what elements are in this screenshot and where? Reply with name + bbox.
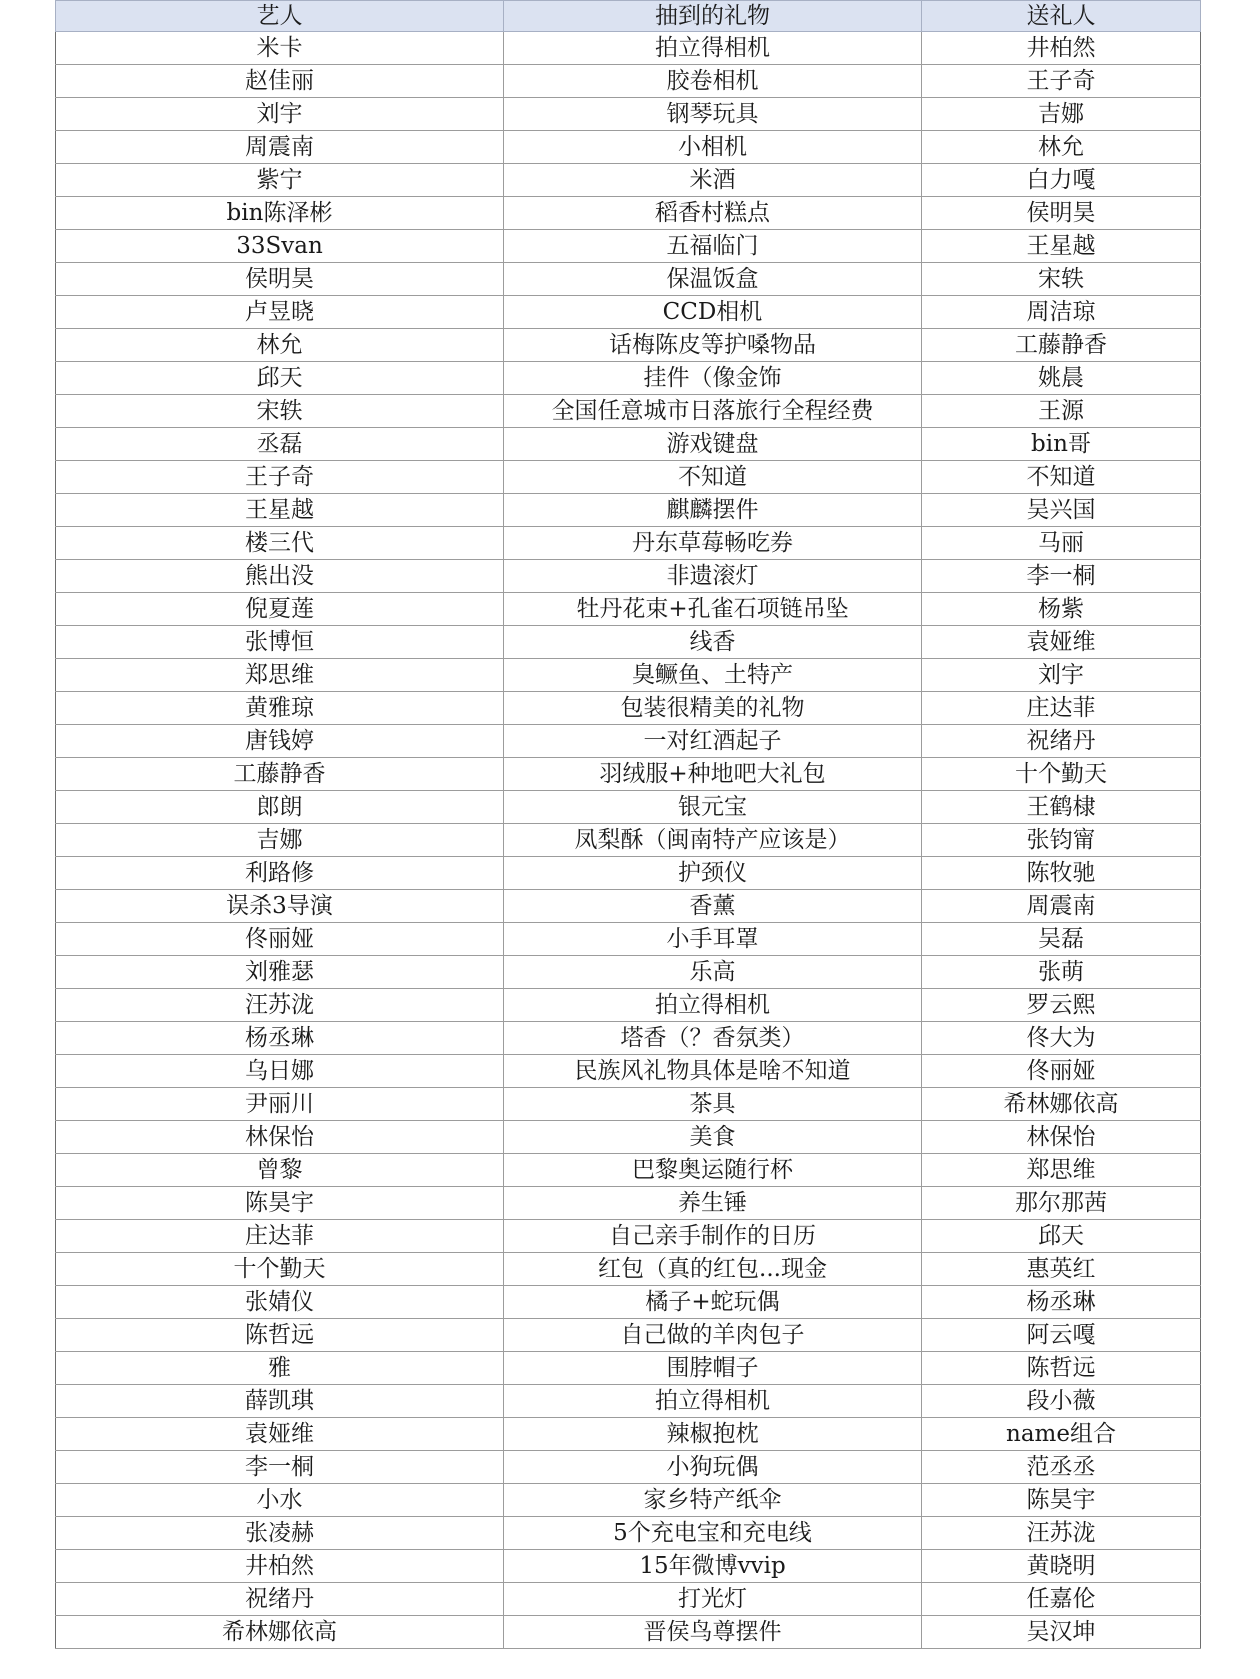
- cell-giver: 吴磊: [922, 923, 1201, 956]
- table-row: [56, 758, 1201, 791]
- cell-gift: 不知道: [504, 461, 922, 494]
- cell-giver: 陈牧驰: [922, 857, 1201, 890]
- cell-gift: 凤梨酥（闽南特产应该是）: [504, 824, 922, 857]
- table-row: [56, 296, 1201, 329]
- cell-artist: 林保怡: [56, 1121, 504, 1154]
- cell-artist: 小水: [56, 1484, 504, 1517]
- table-row: [56, 956, 1201, 989]
- cell-giver: 十个勤天: [922, 758, 1201, 791]
- cell-artist: 利路修: [56, 857, 504, 890]
- table-row: [56, 1451, 1201, 1484]
- cell-gift: 胶卷相机: [504, 65, 922, 98]
- cell-artist: 熊出没: [56, 560, 504, 593]
- cell-artist: 张博恒: [56, 626, 504, 659]
- table-row: [56, 461, 1201, 494]
- cell-artist: 郑思维: [56, 659, 504, 692]
- table-row: [56, 263, 1201, 296]
- cell-gift: 围脖帽子: [504, 1352, 922, 1385]
- table-row: [56, 131, 1201, 164]
- cell-gift: 民族风礼物具体是啥不知道: [504, 1055, 922, 1088]
- cell-artist: 林允: [56, 329, 504, 362]
- cell-gift: 5个充电宝和充电线: [504, 1517, 922, 1550]
- cell-giver: 罗云熙: [922, 989, 1201, 1022]
- cell-artist: 侯明昊: [56, 263, 504, 296]
- table-row: [56, 1121, 1201, 1154]
- cell-artist: bin陈泽彬: [56, 197, 504, 230]
- cell-giver: 郑思维: [922, 1154, 1201, 1187]
- table-row: [56, 164, 1201, 197]
- cell-giver: 佟大为: [922, 1022, 1201, 1055]
- table-row: [56, 1616, 1201, 1649]
- cell-artist: 刘雅瑟: [56, 956, 504, 989]
- cell-artist: 丞磊: [56, 428, 504, 461]
- cell-gift: 拍立得相机: [504, 989, 922, 1022]
- table-row: [56, 1286, 1201, 1319]
- cell-giver: 周洁琼: [922, 296, 1201, 329]
- cell-artist: 误杀3导演: [56, 890, 504, 923]
- cell-giver: 刘宇: [922, 659, 1201, 692]
- cell-artist: 袁娅维: [56, 1418, 504, 1451]
- cell-gift: 自己做的羊肉包子: [504, 1319, 922, 1352]
- cell-artist: 祝绪丹: [56, 1583, 504, 1616]
- cell-giver: 王鹤棣: [922, 791, 1201, 824]
- table-row: [56, 395, 1201, 428]
- table-row: [56, 791, 1201, 824]
- cell-gift: 养生锤: [504, 1187, 922, 1220]
- cell-artist: 张婧仪: [56, 1286, 504, 1319]
- cell-artist: 刘宇: [56, 98, 504, 131]
- cell-artist: 陈哲远: [56, 1319, 504, 1352]
- table-row: [56, 65, 1201, 98]
- cell-gift: 茶具: [504, 1088, 922, 1121]
- cell-artist: 倪夏莲: [56, 593, 504, 626]
- cell-gift: 麒麟摆件: [504, 494, 922, 527]
- cell-artist: 王星越: [56, 494, 504, 527]
- cell-gift: 护颈仪: [504, 857, 922, 890]
- cell-giver: 阿云嘎: [922, 1319, 1201, 1352]
- cell-artist: 紫宁: [56, 164, 504, 197]
- table-row: [56, 857, 1201, 890]
- cell-artist: 米卡: [56, 32, 504, 65]
- cell-gift: 小狗玩偶: [504, 1451, 922, 1484]
- cell-giver: 白力嘎: [922, 164, 1201, 197]
- cell-artist: 邱天: [56, 362, 504, 395]
- cell-artist: 雅: [56, 1352, 504, 1385]
- table-row: [56, 230, 1201, 263]
- cell-gift: 巴黎奥运随行杯: [504, 1154, 922, 1187]
- cell-artist: 张凌赫: [56, 1517, 504, 1550]
- cell-artist: 希林娜依高: [56, 1616, 504, 1649]
- table-row: [56, 560, 1201, 593]
- cell-artist: 工藤静香: [56, 758, 504, 791]
- cell-giver: 王子奇: [922, 65, 1201, 98]
- header-gift: 抽到的礼物: [504, 1, 922, 32]
- cell-gift: 一对红酒起子: [504, 725, 922, 758]
- table-row: [56, 923, 1201, 956]
- cell-giver: 吴兴国: [922, 494, 1201, 527]
- cell-gift: 塔香（？香氛类）: [504, 1022, 922, 1055]
- cell-giver: name组合: [922, 1418, 1201, 1451]
- cell-giver: 佟丽娅: [922, 1055, 1201, 1088]
- cell-gift: 小手耳罩: [504, 923, 922, 956]
- cell-giver: 范丞丞: [922, 1451, 1201, 1484]
- cell-giver: 陈昊宇: [922, 1484, 1201, 1517]
- cell-artist: 周震南: [56, 131, 504, 164]
- table-row: [56, 1154, 1201, 1187]
- cell-giver: 希林娜依高: [922, 1088, 1201, 1121]
- cell-giver: 李一桐: [922, 560, 1201, 593]
- cell-gift: 包装很精美的礼物: [504, 692, 922, 725]
- cell-artist: 郎朗: [56, 791, 504, 824]
- cell-gift: 拍立得相机: [504, 32, 922, 65]
- cell-gift: 米酒: [504, 164, 922, 197]
- table-row: [56, 1319, 1201, 1352]
- cell-gift: 话梅陈皮等护嗓物品: [504, 329, 922, 362]
- table-row: [56, 989, 1201, 1022]
- table-row: [56, 98, 1201, 131]
- cell-giver: 邱天: [922, 1220, 1201, 1253]
- table-row: [56, 1583, 1201, 1616]
- cell-gift: 自己亲手制作的日历: [504, 1220, 922, 1253]
- table-row: [56, 428, 1201, 461]
- cell-gift: 小相机: [504, 131, 922, 164]
- table-row: [56, 1220, 1201, 1253]
- cell-gift: 晋侯鸟尊摆件: [504, 1616, 922, 1649]
- cell-gift: 牡丹花束+孔雀石项链吊坠: [504, 593, 922, 626]
- cell-giver: 陈哲远: [922, 1352, 1201, 1385]
- gift-table: [55, 0, 1201, 1649]
- cell-giver: 不知道: [922, 461, 1201, 494]
- table-row: [56, 1484, 1201, 1517]
- cell-giver: 张萌: [922, 956, 1201, 989]
- cell-giver: 张钧甯: [922, 824, 1201, 857]
- cell-gift: 线香: [504, 626, 922, 659]
- cell-artist: 赵佳丽: [56, 65, 504, 98]
- cell-artist: 薛凯琪: [56, 1385, 504, 1418]
- table-row: [56, 329, 1201, 362]
- cell-giver: 林保怡: [922, 1121, 1201, 1154]
- table-row: [56, 593, 1201, 626]
- cell-giver: 宋轶: [922, 263, 1201, 296]
- cell-artist: 陈昊宇: [56, 1187, 504, 1220]
- cell-artist: 卢昱晓: [56, 296, 504, 329]
- cell-giver: 袁娅维: [922, 626, 1201, 659]
- table-row: [56, 1352, 1201, 1385]
- cell-giver: 周震南: [922, 890, 1201, 923]
- cell-artist: 宋轶: [56, 395, 504, 428]
- cell-giver: 段小薇: [922, 1385, 1201, 1418]
- cell-artist: 井柏然: [56, 1550, 504, 1583]
- cell-gift: 打光灯: [504, 1583, 922, 1616]
- table-row: [56, 1418, 1201, 1451]
- cell-gift: 15年微博vvip: [504, 1550, 922, 1583]
- cell-gift: 五福临门: [504, 230, 922, 263]
- cell-giver: 林允: [922, 131, 1201, 164]
- cell-giver: 庄达菲: [922, 692, 1201, 725]
- cell-gift: 挂件（像金饰: [504, 362, 922, 395]
- cell-giver: 侯明昊: [922, 197, 1201, 230]
- table-row: [56, 197, 1201, 230]
- cell-artist: 汪苏泷: [56, 989, 504, 1022]
- cell-gift: CCD相机: [504, 296, 922, 329]
- cell-giver: 祝绪丹: [922, 725, 1201, 758]
- header-giver: 送礼人: [922, 1, 1201, 32]
- cell-gift: 非遗滚灯: [504, 560, 922, 593]
- cell-giver: 工藤静香: [922, 329, 1201, 362]
- cell-artist: 33Svan: [56, 230, 504, 263]
- cell-giver: 吉娜: [922, 98, 1201, 131]
- cell-artist: 黄雅琼: [56, 692, 504, 725]
- cell-artist: 乌日娜: [56, 1055, 504, 1088]
- table-row: [56, 1253, 1201, 1286]
- cell-giver: 黄晓明: [922, 1550, 1201, 1583]
- cell-gift: 全国任意城市日落旅行全程经费: [504, 395, 922, 428]
- cell-artist: 十个勤天: [56, 1253, 504, 1286]
- cell-gift: 银元宝: [504, 791, 922, 824]
- cell-gift: 游戏键盘: [504, 428, 922, 461]
- table-row: [56, 1055, 1201, 1088]
- table-row: [56, 1517, 1201, 1550]
- cell-gift: 辣椒抱枕: [504, 1418, 922, 1451]
- cell-artist: 吉娜: [56, 824, 504, 857]
- cell-giver: 吴汉坤: [922, 1616, 1201, 1649]
- cell-giver: bin哥: [922, 428, 1201, 461]
- table-row: [56, 692, 1201, 725]
- cell-artist: 庄达菲: [56, 1220, 504, 1253]
- cell-giver: 汪苏泷: [922, 1517, 1201, 1550]
- cell-artist: 唐钱婷: [56, 725, 504, 758]
- cell-giver: 杨丞琳: [922, 1286, 1201, 1319]
- table-row: [56, 1385, 1201, 1418]
- cell-gift: 丹东草莓畅吃券: [504, 527, 922, 560]
- cell-giver: 任嘉伦: [922, 1583, 1201, 1616]
- table-row: [56, 824, 1201, 857]
- table-row: [56, 1088, 1201, 1121]
- cell-gift: 橘子+蛇玩偶: [504, 1286, 922, 1319]
- cell-artist: 尹丽川: [56, 1088, 504, 1121]
- cell-artist: 佟丽娅: [56, 923, 504, 956]
- cell-giver: 姚晨: [922, 362, 1201, 395]
- cell-gift: 稻香村糕点: [504, 197, 922, 230]
- table-row: [56, 1022, 1201, 1055]
- cell-gift: 红包（真的红包...现金: [504, 1253, 922, 1286]
- table-row: [56, 494, 1201, 527]
- cell-artist: 楼三代: [56, 527, 504, 560]
- cell-artist: 曾黎: [56, 1154, 504, 1187]
- table-row: [56, 1550, 1201, 1583]
- table-row: [56, 32, 1201, 65]
- table-row: [56, 659, 1201, 692]
- cell-gift: 钢琴玩具: [504, 98, 922, 131]
- cell-artist: 杨丞琳: [56, 1022, 504, 1055]
- cell-artist: 李一桐: [56, 1451, 504, 1484]
- cell-gift: 家乡特产纸伞: [504, 1484, 922, 1517]
- header-artist: 艺人: [56, 1, 504, 32]
- table-row: [56, 1187, 1201, 1220]
- table-row: [56, 362, 1201, 395]
- cell-giver: 王源: [922, 395, 1201, 428]
- cell-gift: 羽绒服+种地吧大礼包: [504, 758, 922, 791]
- cell-gift: 拍立得相机: [504, 1385, 922, 1418]
- cell-giver: 杨紫: [922, 593, 1201, 626]
- table-row: [56, 890, 1201, 923]
- cell-giver: 王星越: [922, 230, 1201, 263]
- cell-gift: 臭鳜鱼、土特产: [504, 659, 922, 692]
- header-row: [56, 1, 1201, 32]
- cell-giver: 井柏然: [922, 32, 1201, 65]
- cell-giver: 那尔那茜: [922, 1187, 1201, 1220]
- cell-giver: 马丽: [922, 527, 1201, 560]
- cell-gift: 香薰: [504, 890, 922, 923]
- table-row: [56, 725, 1201, 758]
- cell-gift: 乐高: [504, 956, 922, 989]
- cell-artist: 王子奇: [56, 461, 504, 494]
- table-row: [56, 527, 1201, 560]
- cell-gift: 美食: [504, 1121, 922, 1154]
- cell-giver: 惠英红: [922, 1253, 1201, 1286]
- cell-gift: 保温饭盒: [504, 263, 922, 296]
- table-row: [56, 626, 1201, 659]
